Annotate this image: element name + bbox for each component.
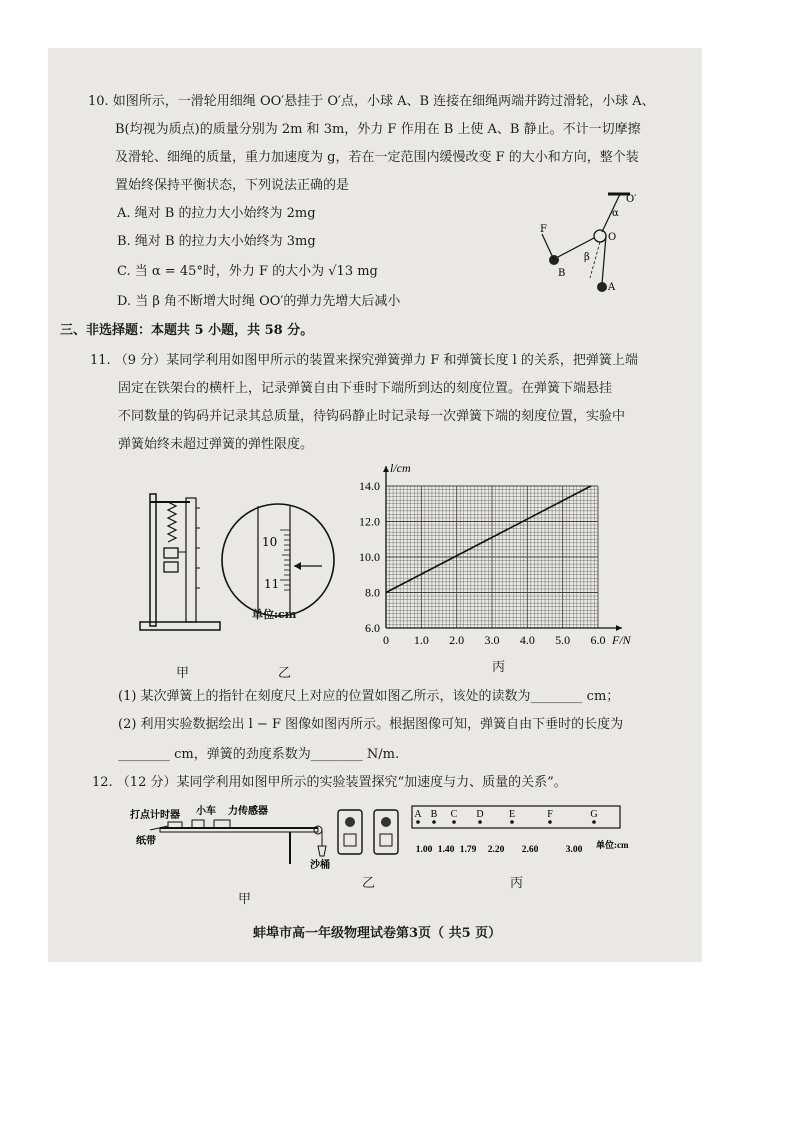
label-bucket: 沙桶 bbox=[310, 860, 330, 871]
y-tick-label: 8.0 bbox=[365, 585, 380, 600]
q10-option-c: C. 当 α = 45°时，外力 F 的大小为 √13 mg bbox=[117, 264, 378, 279]
q11-line4: 弹簧始终未超过弹簧的弹性限度。 bbox=[118, 437, 314, 452]
figure-yi-caption: 乙 bbox=[278, 666, 292, 681]
ruler-magnifier-diagram bbox=[218, 500, 338, 620]
q10-option-d: D. 当 β 角不断增大时绳 OO′的弹力先增大后减小 bbox=[117, 294, 401, 309]
tape-dot bbox=[592, 820, 596, 824]
q10-line4: 置始终保持平衡状态，下列说法正确的是 bbox=[115, 178, 350, 193]
q12-figure-yi-caption: 乙 bbox=[362, 876, 376, 891]
tape-point-label: B bbox=[430, 809, 438, 820]
tape-distance-label: 2.20 bbox=[487, 845, 505, 855]
tape-point-label: C bbox=[450, 809, 458, 820]
q10-line2: B(均视为质点)的质量分别为 2m 和 3m，外力 F 作用在 B 上使 A、B 静止。不计一切摩擦 bbox=[115, 122, 641, 137]
x-axis-arrow bbox=[616, 625, 622, 631]
label-beta: β bbox=[584, 252, 590, 263]
tape-distance-label: 1.79 bbox=[459, 845, 477, 855]
q11-sub2a: (2) 利用实验数据绘出 l − F 图像如图丙所示。根据图像可知，弹簧自由下垂时的长度为 bbox=[118, 717, 624, 732]
tape-distance-label: 2.60 bbox=[521, 845, 539, 855]
label-alpha: α bbox=[612, 208, 619, 219]
tape-dot bbox=[452, 820, 456, 824]
x-tick-label: 5.0 bbox=[555, 633, 571, 647]
q11-line1: 11. （9 分）某同学利用如图甲所示的装置来探究弹簧弹力 F 和弹簧长度 l 的关系，把弹簧上端 bbox=[90, 353, 638, 368]
q12-figure-jia-caption: 甲 bbox=[238, 892, 252, 907]
figure-bing-caption: 丙 bbox=[492, 660, 506, 675]
y-axis-arrow bbox=[383, 466, 389, 472]
y-tick-label: 14.0 bbox=[359, 479, 380, 493]
x-axis-label: F/N bbox=[612, 633, 631, 647]
tape-distance-label: 3.00 bbox=[565, 845, 583, 855]
pulley-diagram bbox=[530, 188, 640, 298]
ruler-unit-label: 单位:cm bbox=[252, 608, 297, 621]
q10-line3: 及滑轮、细绳的质量，重力加速度为 g，若在一定范围内缓慢改变 F 的大小和方向，整个装 bbox=[115, 150, 639, 165]
tape-dot bbox=[416, 820, 420, 824]
x-tick-label: 4.0 bbox=[519, 633, 535, 647]
label-o: O bbox=[608, 232, 617, 243]
y-tick-label: 6.0 bbox=[365, 621, 380, 635]
label-b: B bbox=[558, 268, 566, 279]
l-f-chart bbox=[348, 458, 638, 650]
label-a: A bbox=[608, 282, 616, 293]
ruler-mark-11: 11 bbox=[264, 577, 280, 591]
spring-stand-diagram bbox=[130, 488, 220, 638]
tape-point-label: E bbox=[508, 809, 516, 820]
tape-unit-label: 单位:cm bbox=[596, 840, 629, 850]
tape-distance-label: 1.00 bbox=[415, 845, 433, 855]
x-tick-label: 3.0 bbox=[484, 633, 500, 647]
q12-figure-bing-caption: 丙 bbox=[510, 876, 524, 891]
tape-distance-label: 1.40 bbox=[437, 845, 455, 855]
ruler-mark-10: 10 bbox=[262, 535, 278, 549]
x-tick-label: 0 bbox=[383, 633, 389, 647]
label-o-prime: O′ bbox=[626, 194, 637, 205]
y-tick-label: 12.0 bbox=[359, 514, 380, 529]
tape-point-label: A bbox=[414, 809, 422, 820]
section-heading: 三、非选择题：本题共 5 小题，共 58 分。 bbox=[60, 323, 314, 338]
label-sensor: 力传感器 bbox=[228, 806, 268, 817]
y-axis-label: l/cm bbox=[390, 461, 411, 475]
x-tick-label: 6.0 bbox=[590, 633, 606, 647]
cart-apparatus-diagram bbox=[130, 800, 330, 872]
q11-line2: 固定在铁架台的横杆上，记录弹簧自由下垂时下端所到达的刻度位置。在弹簧下端悬挂 bbox=[118, 381, 613, 396]
q11-sub2b: ________ cm，弹簧的劲度系数为________ N/m. bbox=[118, 747, 400, 762]
page-footer: 蚌埠市高一年级物理试卷第3页（ 共5 页） bbox=[253, 926, 502, 941]
tape-point-label: D bbox=[476, 809, 484, 820]
label-tape: 纸带 bbox=[136, 836, 156, 847]
tape-dot bbox=[478, 820, 482, 824]
q12-line1: 12. （12 分）某同学利用如图甲所示的实验装置探究“加速度与力、质量的关系”。 bbox=[92, 775, 567, 790]
label-f: F bbox=[540, 224, 547, 235]
paper-tape-diagram bbox=[410, 802, 629, 860]
tape-point-label: G bbox=[590, 809, 598, 820]
tape-dot bbox=[510, 820, 514, 824]
q10-option-b: B. 绳对 B 的拉力大小始终为 3mg bbox=[117, 234, 316, 249]
y-tick-label: 10.0 bbox=[359, 550, 380, 564]
q10-line1: 10. 如图所示，一滑轮用细绳 OO′悬挂于 O′点，小球 A、B 连接在细绳两端并跨过滑轮，小球 A、 bbox=[88, 94, 655, 109]
label-car: 小车 bbox=[196, 806, 216, 817]
tape-dot bbox=[432, 820, 436, 824]
tape-strip bbox=[412, 806, 620, 828]
figure-jia-caption: 甲 bbox=[176, 666, 190, 681]
tape-dot bbox=[548, 820, 552, 824]
q11-line3: 不同数量的钩码并记录其总质量，待钩码静止时记录每一次弹簧下端的刻度位置，实验中 bbox=[118, 409, 626, 424]
q11-sub1: (1) 某次弹簧上的指针在刻度尺上对应的位置如图乙所示，该处的读数为________ cm； bbox=[118, 689, 620, 704]
x-tick-label: 2.0 bbox=[449, 633, 465, 647]
tape-point-label: F bbox=[547, 809, 553, 820]
q10-option-a: A. 绳对 B 的拉力大小始终为 2mg bbox=[117, 206, 316, 221]
x-tick-label: 1.0 bbox=[413, 633, 429, 647]
label-timer: 打点计时器 bbox=[130, 810, 180, 821]
timer-switch-diagram bbox=[334, 806, 404, 858]
